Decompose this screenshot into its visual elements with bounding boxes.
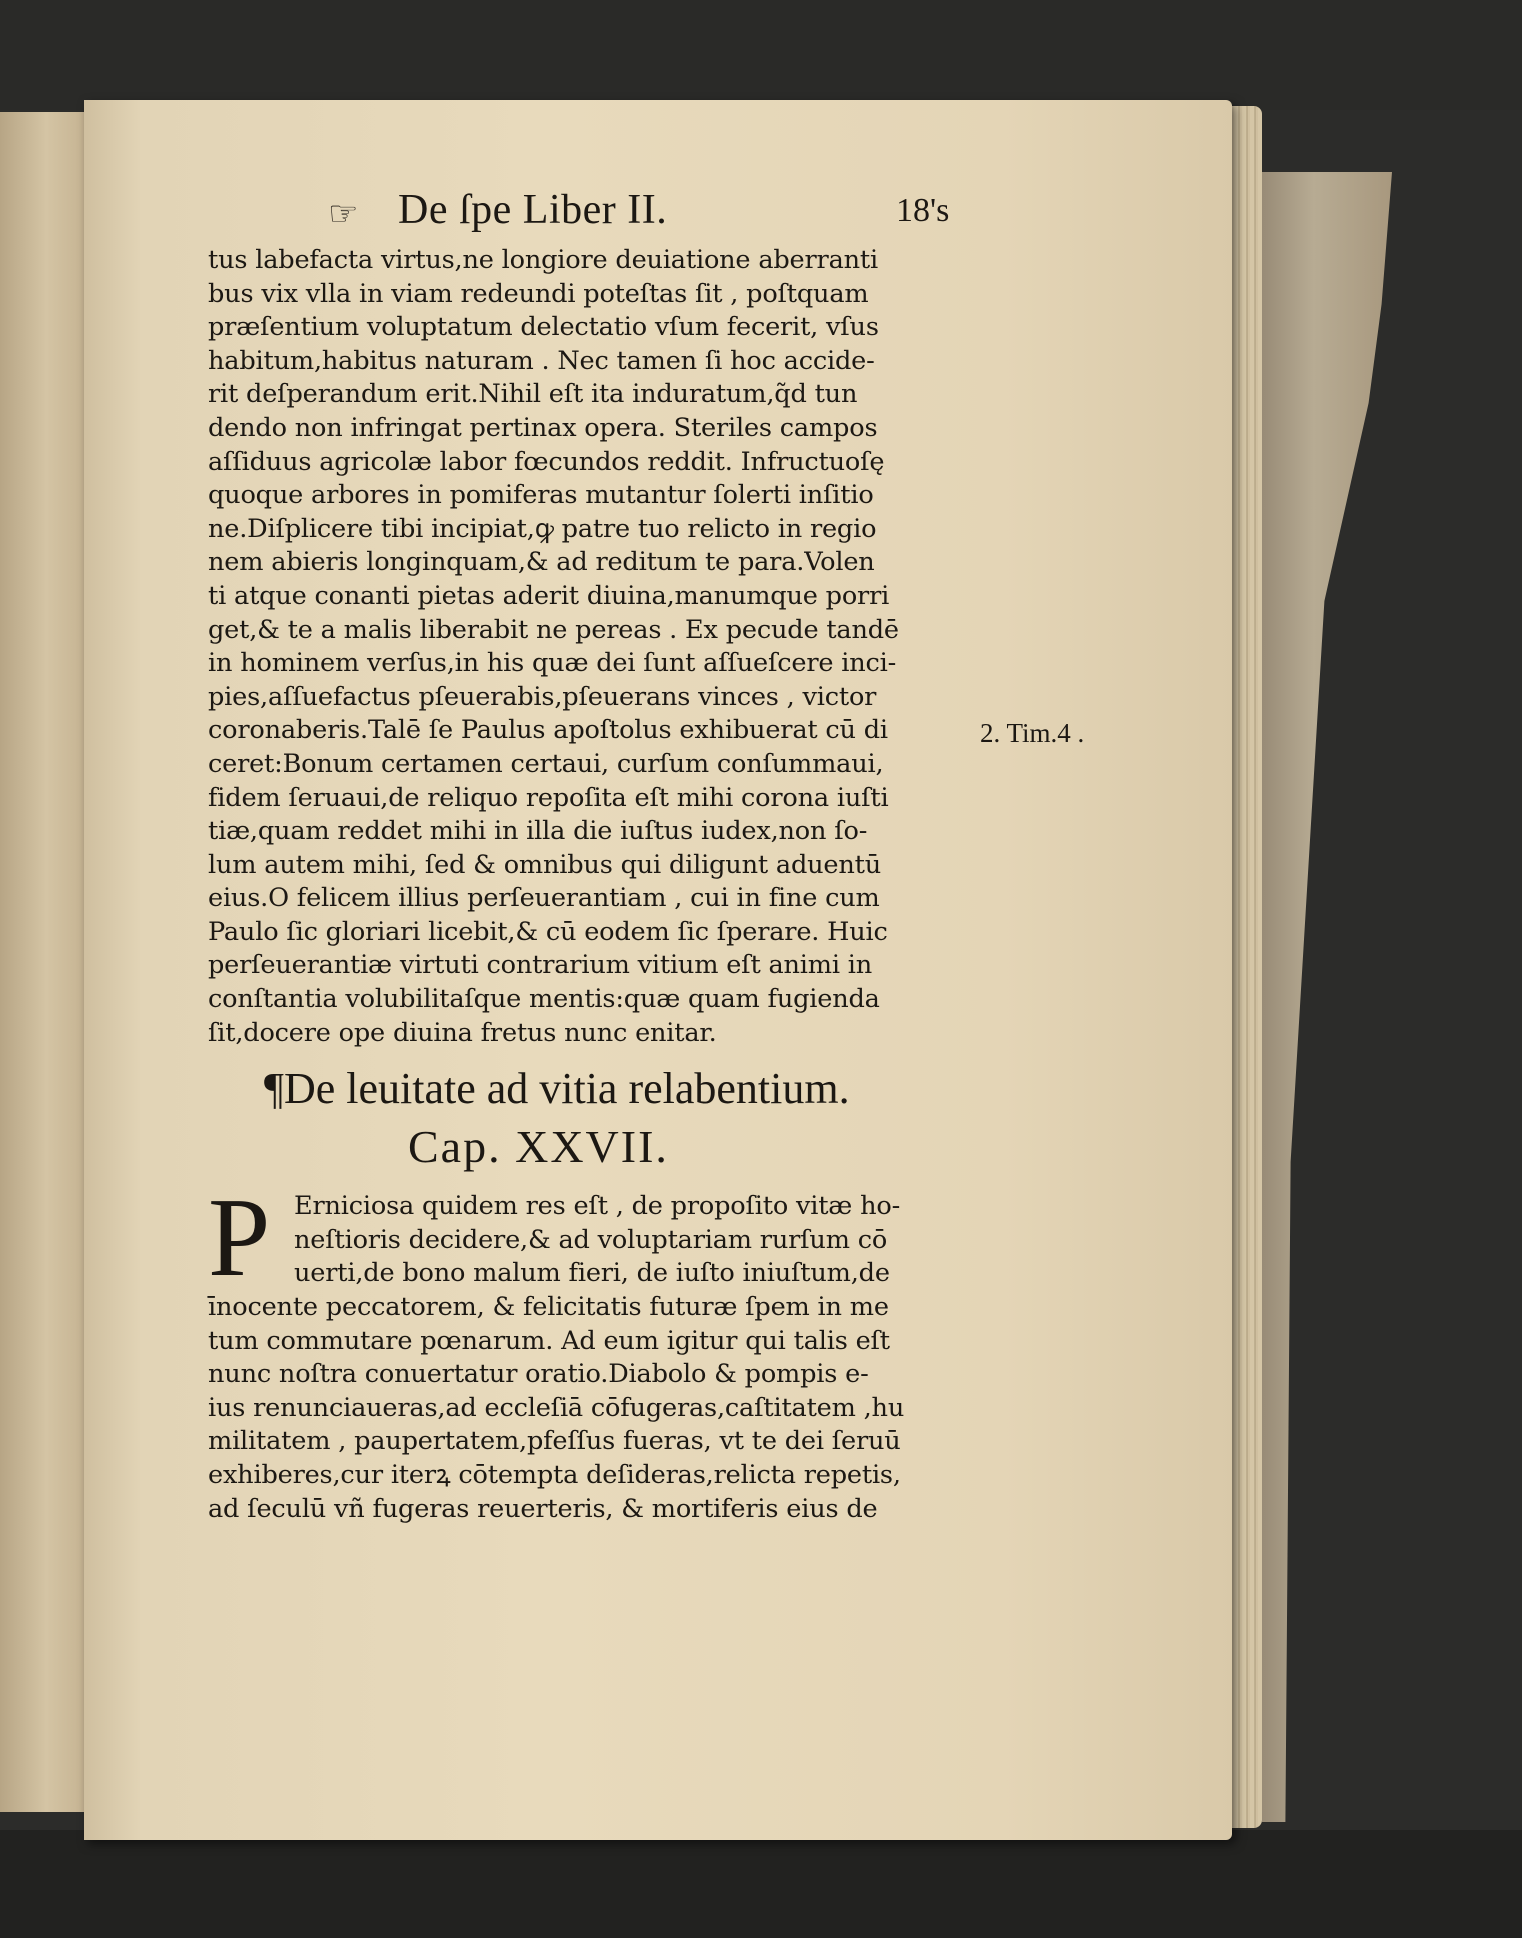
text-line: habitum,habitus naturam . Nec tamen ſi hoc accide- xyxy=(208,345,875,376)
text-line: tiæ,quam reddet mihi in illa die iuſtus iudex,non ſo- xyxy=(208,816,868,847)
text-line: bus vix vlla in viam redeundi poteſtas ſit , poſtquam xyxy=(208,278,869,309)
text-line: nunc noſtra conuertatur oratio.Diabolo & pompis e- xyxy=(208,1359,869,1390)
chapter-number: Cap. XXVII. xyxy=(408,1121,669,1173)
text-line: tus labefacta virtus,ne longiore deuiatione aberranti xyxy=(208,245,878,275)
text-line: præſentium voluptatum delectatio vſum fecerit, vſus xyxy=(208,312,879,343)
text-line: dendo non infringat pertinax opera. Steriles campos xyxy=(208,412,878,443)
text-line: eius.O felicem illius perſeuerantiam , cui in fine cum xyxy=(208,883,880,914)
folio-number: 18's xyxy=(896,192,950,229)
text-line: Erniciosa quidem res eſt , de propoſito vitæ ho- xyxy=(294,1191,901,1222)
text-line: ſit,docere ope diuina fretus nunc enitar. xyxy=(208,1017,717,1048)
left-page-edge xyxy=(0,112,86,1812)
text-line: militatem , paupertatem,pfeſſus fueras, vt te dei ſeruū xyxy=(208,1426,901,1457)
text-line: fidem ſeruaui,de reliquo repoſita eſt mihi corona iuſti xyxy=(208,782,889,813)
text-line: get,& te a malis liberabit ne pereas . Ex pecude tandē xyxy=(208,614,899,645)
text-line: quoque arbores in pomiferas mutantur ſolerti inſitio xyxy=(208,480,874,511)
text-block xyxy=(208,180,978,1526)
text-line: coronaberis.Talē ſe Paulus apoſtolus exhibuerat cū di xyxy=(208,715,888,746)
paragraph-1 xyxy=(208,244,978,1050)
chapter-heading: ¶De leuitate ad vitia relabentium. xyxy=(264,1064,850,1114)
paragraph-2 xyxy=(208,1176,978,1526)
running-title: De ſpe Liber II. xyxy=(398,187,668,233)
text-line: pies,aſſuefactus pſeuerabis,pſeuerans vinces , victor xyxy=(208,681,877,712)
text-line: conſtantia volubilitaſque mentis:quæ quam fugienda xyxy=(208,984,880,1015)
pointing-hand-icon: ☞ xyxy=(328,196,359,233)
drop-initial: P xyxy=(208,1176,271,1301)
text-line: ceret:Bonum certamen certaui, curſum conſummaui, xyxy=(208,748,884,779)
text-line: ne.Diſplicere tibi incipiat,ꝙ patre tuo relicto in regio xyxy=(208,513,877,544)
text-line: lum autem mihi, ſed & omnibus qui diligunt aduentū xyxy=(208,849,882,880)
text-line: in hominem verſus,in his quæ dei ſunt aſſueſcere inci- xyxy=(208,648,897,679)
text-line: tum commutare pœnarum. Ad eum igitur qui talis eſt xyxy=(208,1325,890,1356)
margin-note: 2. Tim.4 . xyxy=(980,718,1085,748)
running-head xyxy=(208,180,978,244)
text-line: exhiberes,cur iterꝝ cōtempta deſideras,relicta repetis, xyxy=(208,1460,901,1490)
text-line: uerti,de bono malum fieri, de iuſto iniuſtum,de xyxy=(294,1258,890,1289)
flyleaf xyxy=(1262,172,1392,1822)
backdrop-bottom xyxy=(0,1830,1522,1938)
text-line: Paulo ſic gloriari licebit,& cū eodem ſic ſperare. Huic xyxy=(208,916,888,947)
text-line: ad ſeculū vñ fugeras reuerteris, & mortiferis eius de xyxy=(208,1493,878,1524)
text-line: neſtioris decidere,& ad voluptariam rurſum cō xyxy=(294,1224,888,1255)
text-line: ius renunciaueras,ad eccleſiā cōfugeras,caſtitatem ,hu xyxy=(208,1392,905,1423)
text-line: perſeuerantiæ virtuti contrarium vitium eſt animi in xyxy=(208,950,873,981)
text-line: nem abieris longinquam,& ad reditum te para.Volen xyxy=(208,547,875,578)
text-line: aſſiduus agricolæ labor fœcundos reddit. Infructuoſę xyxy=(208,446,885,477)
text-line: rit deſperandum erit.Nihil eſt ita induratum,q̃d tun xyxy=(208,379,858,410)
text-line: ti atque conanti pietas aderit diuina,manumque porri xyxy=(208,580,890,611)
text-line: īnocente peccatorem, & felicitatis futuræ ſpem in me xyxy=(208,1292,889,1323)
backdrop-top xyxy=(0,0,1522,110)
